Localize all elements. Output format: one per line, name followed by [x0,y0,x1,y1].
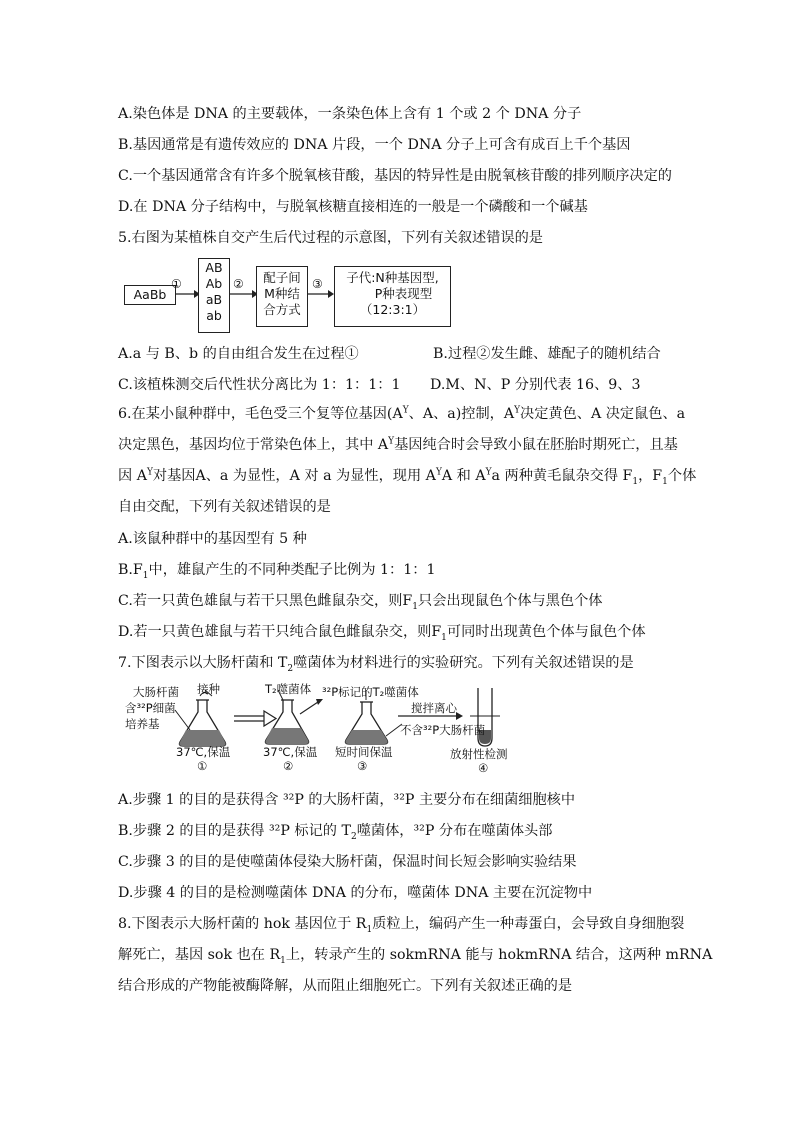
offspring-line-3: （12:3:1） [359,302,426,317]
q6-option-b: $B.F_1$中，雄鼠产生的不同种类配子比例为 1：1：1 [118,562,436,581]
step2-label: ② [233,277,244,291]
labeled-phage-label: ³²P标记的T₂噬菌体 [322,685,419,699]
q8-stem-line-3: 结合形成的产物能被酶降解，从而阻止细胞死亡。下列有关叙述正确的是 [118,978,573,994]
q6-option-d: D.若一只黄色雄鼠与若干只纯合鼠色雌鼠杂交，则$F_1$可同时出现黄色个体与鼠色个体 [118,624,646,643]
gamete-ab-lower: ab [206,308,222,323]
step3-label: ③ [312,277,323,291]
medium-label-1: 含³²P细菌 [125,701,176,715]
no-32p-ecoli-label: 不含³²P大肠杆菌 [400,723,486,737]
q6-stem-line-2: 决定黑色，基因均位于常染色体上，其中 $A^Y$基因纯合时会导致小鼠在胚胎时期死亡，且基 [118,436,678,453]
medium-label-2: 培养基 [125,717,160,731]
radioactivity-label: 放射性检测 [450,747,508,761]
condition-3: 短时间保温 [335,745,393,759]
q4-option-b: B.基因通常是有遗传效应的 DNA 片段，一个 DNA 分子上可含有成百上千个基因 [118,137,631,153]
step-3-number: ③ [357,759,368,773]
q6-stem-line-3: 因 $A^Y$对基因A、a 为显性，A 对 a 为显性，现用 $A^YA$ 和 $A^Ya$ 两种黄毛鼠杂交得 $F_1$，$F_1$个体 [118,467,697,487]
q6-option-a: A.该鼠种群中的基因型有 5 种 [118,531,307,547]
q4-option-c: C.一个基因通常含有许多个脱氧核苷酸，基因的特异性是由脱氧核苷酸的排列顺序决定的 [118,168,672,184]
q8-stem-line-1: 8.下图表示大肠杆菌的 hok 基因位于 $R_1$质粒上，编码产生一种毒蛋白，会导致自身细胞裂 [118,916,685,935]
q6-option-c: C.若一只黄色雄鼠与若干只黑色雌鼠杂交，则$F_1$只会出现鼠色个体与黑色个体 [118,593,603,612]
q5-stem: 5.右图为某植株自交产生后代过程的示意图，下列有关叙述错误的是 [118,230,543,246]
combine-line-1: 配子间 [263,270,301,285]
q4-option-a: A.染色体是 DNA 的主要载体，一条染色体上含有 1 个或 2 个 DNA 分子 [118,106,582,122]
q5-option-a: A.a 与 B、b 的自由组合发生在过程① [118,346,359,362]
stir-centrifuge-label: 搅拌离心 [411,701,457,715]
step-1-number: ① [197,759,208,773]
condition-1: 37℃,保温 [176,745,231,759]
q7-stem: 7.下图表示以大肠杆菌和 $T_2$噬菌体为材料进行的实验研究。下列有关叙述错误的是 [118,655,634,674]
ecoli-label: 大肠杆菌 [133,685,179,699]
medium-pointer [175,710,190,730]
inoculate-label: 接种 [197,682,220,696]
q5-option-d: D.M、N、P 分别代表 16、9、3 [430,377,641,393]
q7-option-d: D.步骤 4 的目的是检测噬菌体 DNA 的分布，噬菌体 DNA 主要在沉淀物中 [118,885,593,901]
parent-genotype-box: AaBb [124,285,176,305]
transfer-arrow [234,711,276,726]
q7-option-c: C.步骤 3 的目的是使噬菌体侵染大肠杆菌，保温时间长短会影响实验结果 [118,854,577,870]
q7-option-b: B.步骤 2 的目的是获得 ³²P 标记的 $T_2$噬菌体，³²P 分布在噬菌体头部 [118,823,553,842]
q7-option-a: A.步骤 1 的目的是获得含 ³²P 的大肠杆菌，³²P 主要分布在细菌细胞核中 [118,792,576,808]
q6-stem-line-4: 自由交配，下列有关叙述错误的是 [118,499,331,515]
q5-option-b: B.过程②发生雌、雄配子的随机结合 [433,346,661,362]
gamete-ab-upper: AB [205,260,223,275]
step-2-number: ② [283,759,294,773]
step1-label: ① [171,277,182,291]
combine-line-3: 合方式 [263,302,301,317]
step-4-number: ④ [478,761,489,775]
phage-label: T₂噬菌体 [265,682,312,696]
q8-stem-line-2: 解死亡，基因 sok 也在 $R_1$上，转录产生的 sokmRNA 能与 hokmRNA 结合，这两种 mRNA [118,947,713,966]
gamete-ab-mixed2: aB [205,292,223,307]
gamete-ab-mixed: Ab [205,276,223,291]
q6-stem-line-1: 6.在某小鼠种群中，毛色受三个复等位基因($A^Y$、A、a)控制，$A^Y$决定黄色、A 决定鼠色、a [118,405,686,422]
q5-option-c: C.该植株测交后代性状分离比为 1：1：1：1 [118,377,401,393]
offspring-line-1: 子代:N种基因型, [346,270,439,285]
q4-option-d: D.在 DNA 分子结构中，与脱氧核糖直接相连的一般是一个磷酸和一个碱基 [118,199,588,215]
combine-line-2: M种结 [264,286,300,301]
condition-2: 37℃,保温 [263,745,318,759]
offspring-line-2: P种表现型 [374,286,433,301]
